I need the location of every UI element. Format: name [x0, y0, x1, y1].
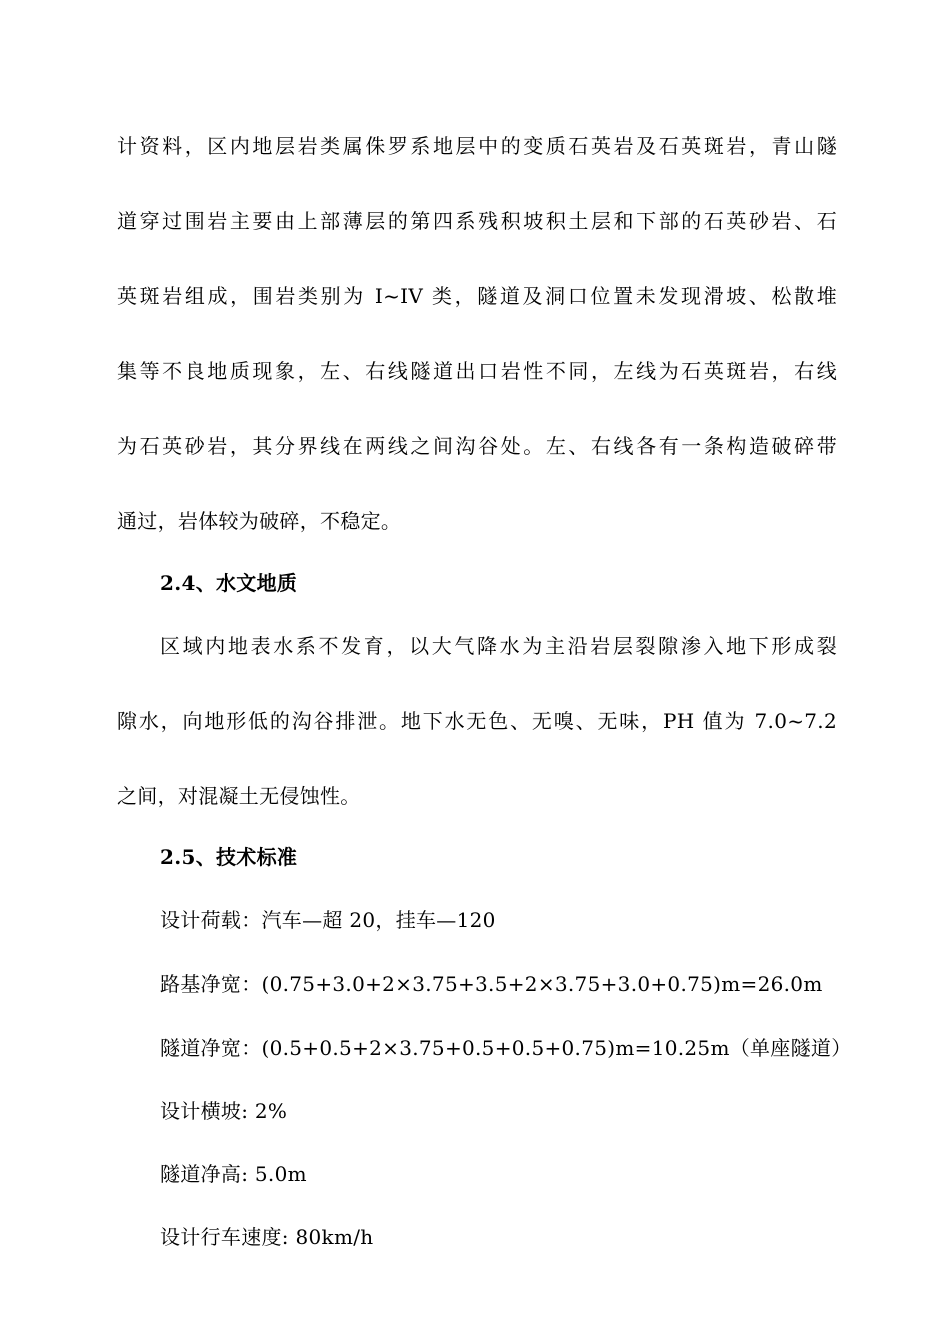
standard-item-design-load: 设计荷载：汽车—超 20，挂车—120: [160, 908, 496, 932]
paragraph-line: 区域内地表水系不发育，以大气降水为主沿岩层裂隙渗入地下形成裂: [160, 634, 837, 658]
paragraph-line: 计资料，区内地层岩类属侏罗系地层中的变质石英岩及石英斑岩，青山隧: [117, 134, 837, 158]
paragraph-line: 之间，对混凝土无侵蚀性。: [117, 784, 361, 808]
paragraph-line: 通过，岩体较为破碎，不稳定。: [117, 509, 402, 533]
standard-item-tunnel-width: 隧道净宽：(0.5+0.5+2×3.75+0.5+0.5+0.75)m=10.25m（单座隧道）: [160, 1036, 852, 1060]
section-heading-hydrogeology: 2.4、水文地质: [160, 571, 298, 595]
standard-item-design-speed: 设计行车速度: 80km/h: [160, 1225, 374, 1249]
paragraph-line: 为石英砂岩，其分界线在两线之间沟谷处。左、右线各有一条构造破碎带: [117, 434, 837, 458]
paragraph-line: 英斑岩组成，围岩类别为 I~IV 类，隧道及洞口位置未发现滑坡、松散堆: [117, 284, 837, 308]
standard-item-cross-slope: 设计横坡: 2%: [160, 1099, 288, 1123]
paragraph-line: 集等不良地质现象，左、右线隧道出口岩性不同，左线为石英斑岩，右线: [117, 359, 837, 383]
standard-item-tunnel-height: 隧道净高: 5.0m: [160, 1162, 307, 1186]
standard-item-roadbed-width: 路基净宽：(0.75+3.0+2×3.75+3.5+2×3.75+3.0+0.75)m=26.0m: [160, 972, 823, 996]
paragraph-line: 隙水，向地形低的沟谷排泄。地下水无色、无嗅、无味，PH 值为 7.0~7.2: [117, 709, 837, 733]
paragraph-line: 道穿过围岩主要由上部薄层的第四系残积坡积土层和下部的石英砂岩、石: [117, 209, 837, 233]
section-heading-technical-standards: 2.5、技术标准: [160, 845, 298, 869]
